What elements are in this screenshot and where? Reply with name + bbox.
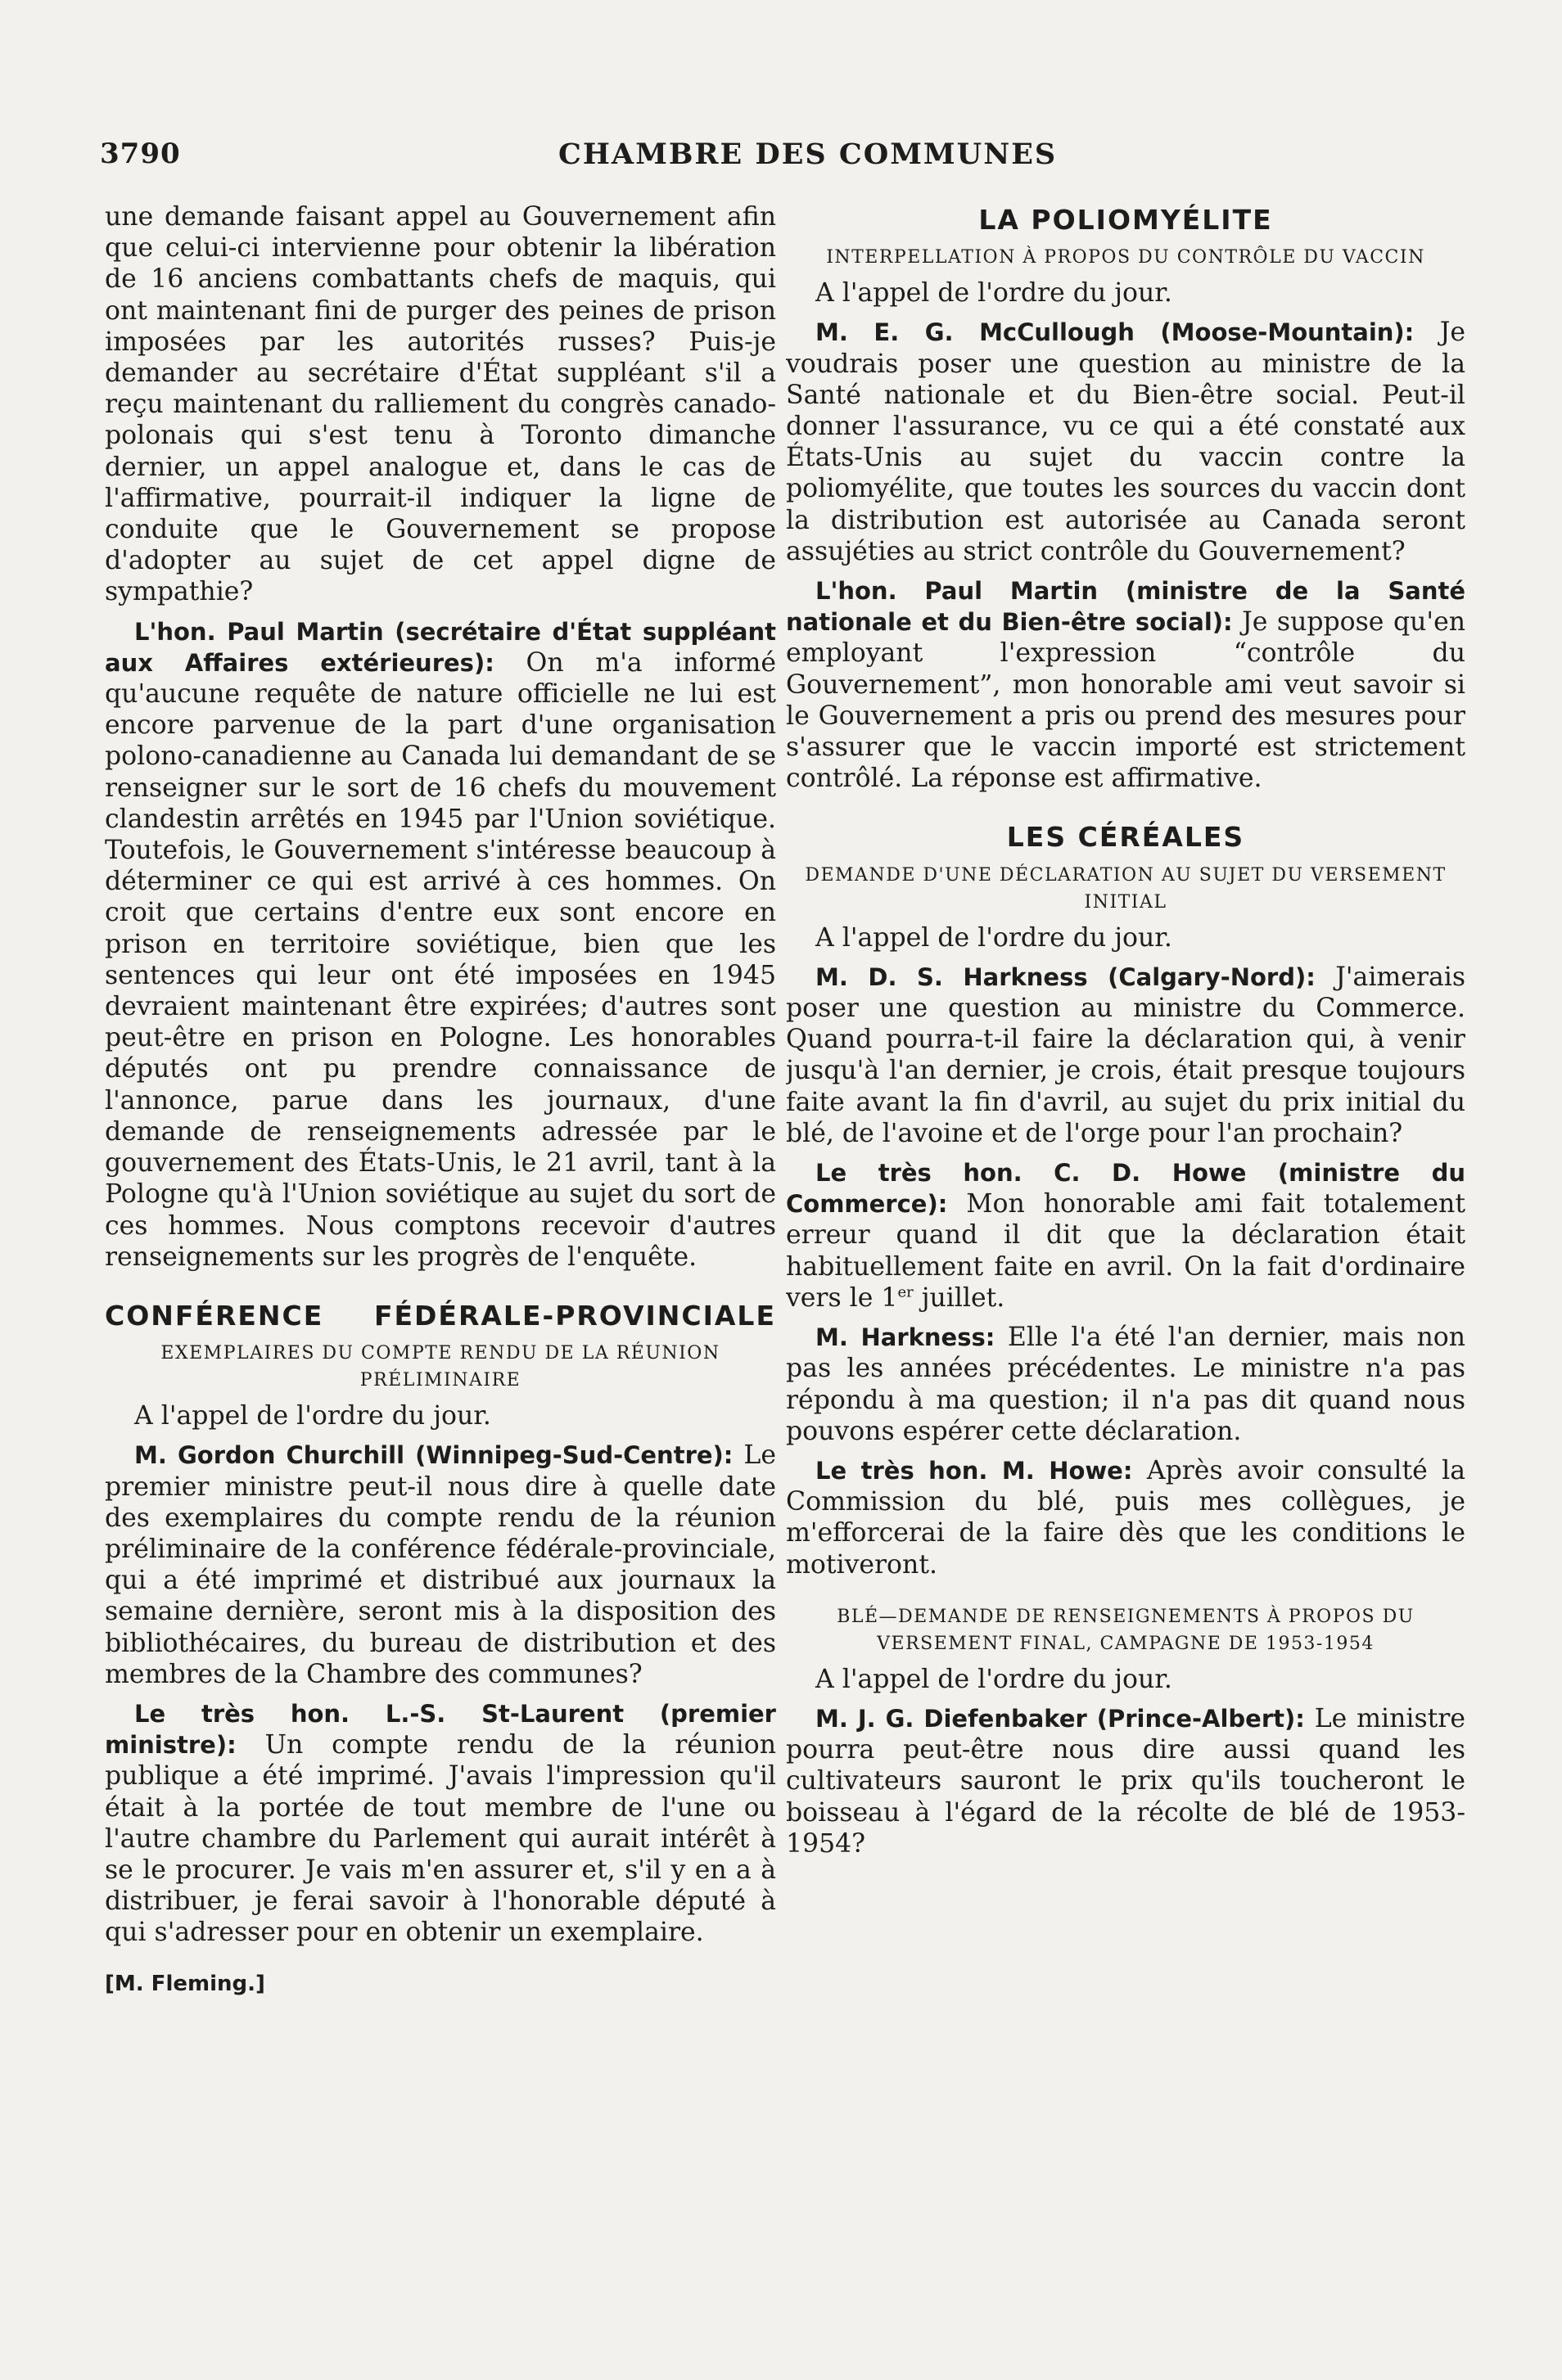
speaker-name: M. Harkness: [815, 1323, 995, 1352]
speech-text: Mon honorable ami fait totalement erreur quand il dit que la déclaration était habituellement faite en avril. On la fait d'ordinaire vers le 1 [786, 1189, 1465, 1313]
speech-text: Elle l'a été l'an dernier, mais non pas les années précédentes. Le ministre n'a pas répondu à ma question; il n'a pas dit quand nous pouvons espérer cette déclaration. [786, 1323, 1465, 1446]
speaker-name: M. J. G. Diefenbaker (Prince-Albert): [815, 1704, 1305, 1733]
speaker-name: Le très hon. M. Howe: [815, 1456, 1133, 1485]
speech-text: Après avoir consulté la Commission du blé, puis mes collègues, je m'efforcerai de la faire dès que les conditions le motiveront. [786, 1455, 1465, 1580]
superscript: er [897, 1283, 914, 1301]
speaker-name: Le très hon. C. D. Howe (ministre du Commerce): [786, 1159, 1465, 1219]
right-column [786, 201, 1465, 2206]
paragraph [786, 1322, 1465, 1447]
section-heading: CONFÉRENCE FÉDÉRALE-PROVINCIALE [105, 1299, 776, 1332]
paragraph [105, 1440, 776, 1690]
speech-text: juillet. [913, 1282, 1005, 1313]
speaker-name: L'hon. Paul Martin (ministre de la Santé nationale et du Bien-être social): [786, 577, 1465, 637]
footer-note: [M. Fleming.] [105, 1971, 265, 1996]
section-heading: LES CÉRÉALES [1006, 821, 1245, 854]
left-column [105, 201, 776, 2206]
speech-text: Le ministre pourra peut-être nous dire aussi quand les cultivateurs sauront le prix qu'ils toucheront le boisseau à l'égard de la récolte de blé de 1953-1954? [786, 1703, 1465, 1859]
paragraph [105, 616, 776, 1273]
section-subheading: BLÉ—DEMANDE DE RENSEIGNEMENTS À PROPOS DU VERSEMENT FINAL, CAMPAGNE DE 1953-1954 [837, 1606, 1415, 1654]
speaker-name: M. Gordon Churchill (Winnipeg-Sud-Centre): [134, 1441, 734, 1470]
paragraph [786, 1703, 1465, 1859]
paragraph [786, 962, 1465, 1149]
speech-text: Je suppose qu'en employant l'expression “contrôle du Gouvernement”, mon honorable ami veut savoir si le Gouvernement a pris ou prend des mesures pour s'assurer que le vaccin importé est strictement contrôlé. La réponse est affirmative. [786, 607, 1465, 794]
paragraph [786, 317, 1465, 567]
section-subheading: EXEMPLAIRES DU COMPTE RENDU DE LA RÉUNION PRÉLIMINAIRE [160, 1343, 720, 1391]
paragraph [105, 1698, 776, 1949]
page-number: 3790 [100, 137, 181, 170]
speech-text: Je voudrais poser une question au ministre de la Santé nationale et du Bien-être social. Peut-il donner l'assurance, vu ce qui a été constaté aux États-Unis au sujet du vaccin contre la poliomyélite, que toutes les sources du vaccin dont la distribution est autorisée au Canada seront assujéties au strict contrôle du Gouvernement? [786, 318, 1465, 566]
speaker-name: M. E. G. McCullough (Moose-Mountain): [815, 318, 1415, 347]
speech-text: On m'a informé qu'aucune requête de nature officielle ne lui est encore parvenue de la part d'une organisation polono-canadienne au Canada lui demandant de se renseigner sur le sort de 16 chefs du mouvement clandestin arrêtés en 1945 par l'Union soviétique. Toutefois, le Gouvernement s'intéresse beaucoup à déterminer ce qui est arrivé à ces hommes. On croit que certains d'entre eux sont encore en prison en territoire soviétique, bien que les sentences qui leur ont été imposées en 1945 devraient maintenant être expirées; d'autres sont peut-être en prison en Pologne. Les honorables députés ont pu prendre connaissance de l'annonce, parue dans les journaux, d'une demande de renseignements adressée par le gouvernement des États-Unis, le 21 avril, tant à la Pologne qu'à l'Union soviétique au sujet du sort de ces hommes. Nous comptons recevoir d'autres renseignements sur les progrès de l'enquête. [105, 647, 776, 1272]
paragraph: A l'appel de l'ordre du jour. [134, 1401, 491, 1431]
paragraph [786, 575, 1465, 794]
paragraph: A l'appel de l'ordre du jour. [815, 278, 1172, 309]
page-title: CHAMBRE DES COMMUNES [558, 137, 1058, 171]
paragraph: une demande faisant appel au Gouvernement afin que celui-ci intervienne pour obtenir la libération de 16 anciens combattants chefs de maquis, qui ont maintenant fini de purger des peines de prison imposées par les autorités russes? Puis-je demander au secrétaire d'État suppléant s'il a reçu maintenant du ralliement du congrès canado-polonais qui s'est tenu à Toronto dimanche dernier, un appel analogue et, dans le cas de l'affirmative, pourrait-il indiquer la ligne de conduite que le Gouvernement se propose d'adopter au sujet de cet appel digne de sympathie? [105, 202, 776, 607]
paragraph: A l'appel de l'ordre du jour. [815, 1664, 1172, 1694]
speaker-name: Le très hon. L.-S. St-Laurent (premier ministre): [105, 1699, 776, 1760]
paragraph [786, 1157, 1465, 1314]
speech-text: J'aimerais poser une question au ministre du Commerce. Quand pourra-t-il faire la déclaration qui, à venir jusqu'à l'an dernier, je crois, était presque toujours faite avant la fin d'avril, au sujet du prix initial du blé, de l'avoine et de l'orge pour l'an prochain? [786, 962, 1465, 1148]
speech-text: Un compte rendu de la réunion publique a été imprimé. J'avais l'impression qu'il était à la portée de tout membre de l'une ou l'autre chambre du Parlement qui aurait intérêt à se le procurer. Je vais m'en assurer et, s'il y en a à distribuer, je ferai savoir à l'honorable député à qui s'adresser pour en obtenir un exemplaire. [105, 1730, 776, 1948]
section-subheading: DEMANDE D'UNE DÉCLARATION AU SUJET DU VERSEMENT INITIAL [805, 864, 1447, 913]
speaker-name: M. D. S. Harkness (Calgary-Nord): [815, 962, 1316, 991]
speech-text: Le premier ministre peut-il nous dire à quelle date des exemplaires du compte rendu de la réunion préliminaire de la conférence fédérale-provinciale, qui a été imprimé et distribué aux journaux la semaine dernière, seront mis à la disposition des bibliothécaires, du bureau de distribution et des membres de la Chambre des communes? [105, 1440, 776, 1689]
page-header [100, 137, 1460, 187]
speaker-name: L'hon. Paul Martin (secrétaire d'État suppléant aux Affaires extérieures): [105, 617, 776, 677]
section-subheading: INTERPELLATION À PROPOS DU CONTRÔLE DU VACCIN [826, 247, 1425, 268]
section-heading: LA POLIOMYÉLITE [978, 204, 1273, 236]
paragraph [786, 1455, 1465, 1580]
paragraph: A l'appel de l'ordre du jour. [815, 922, 1172, 953]
